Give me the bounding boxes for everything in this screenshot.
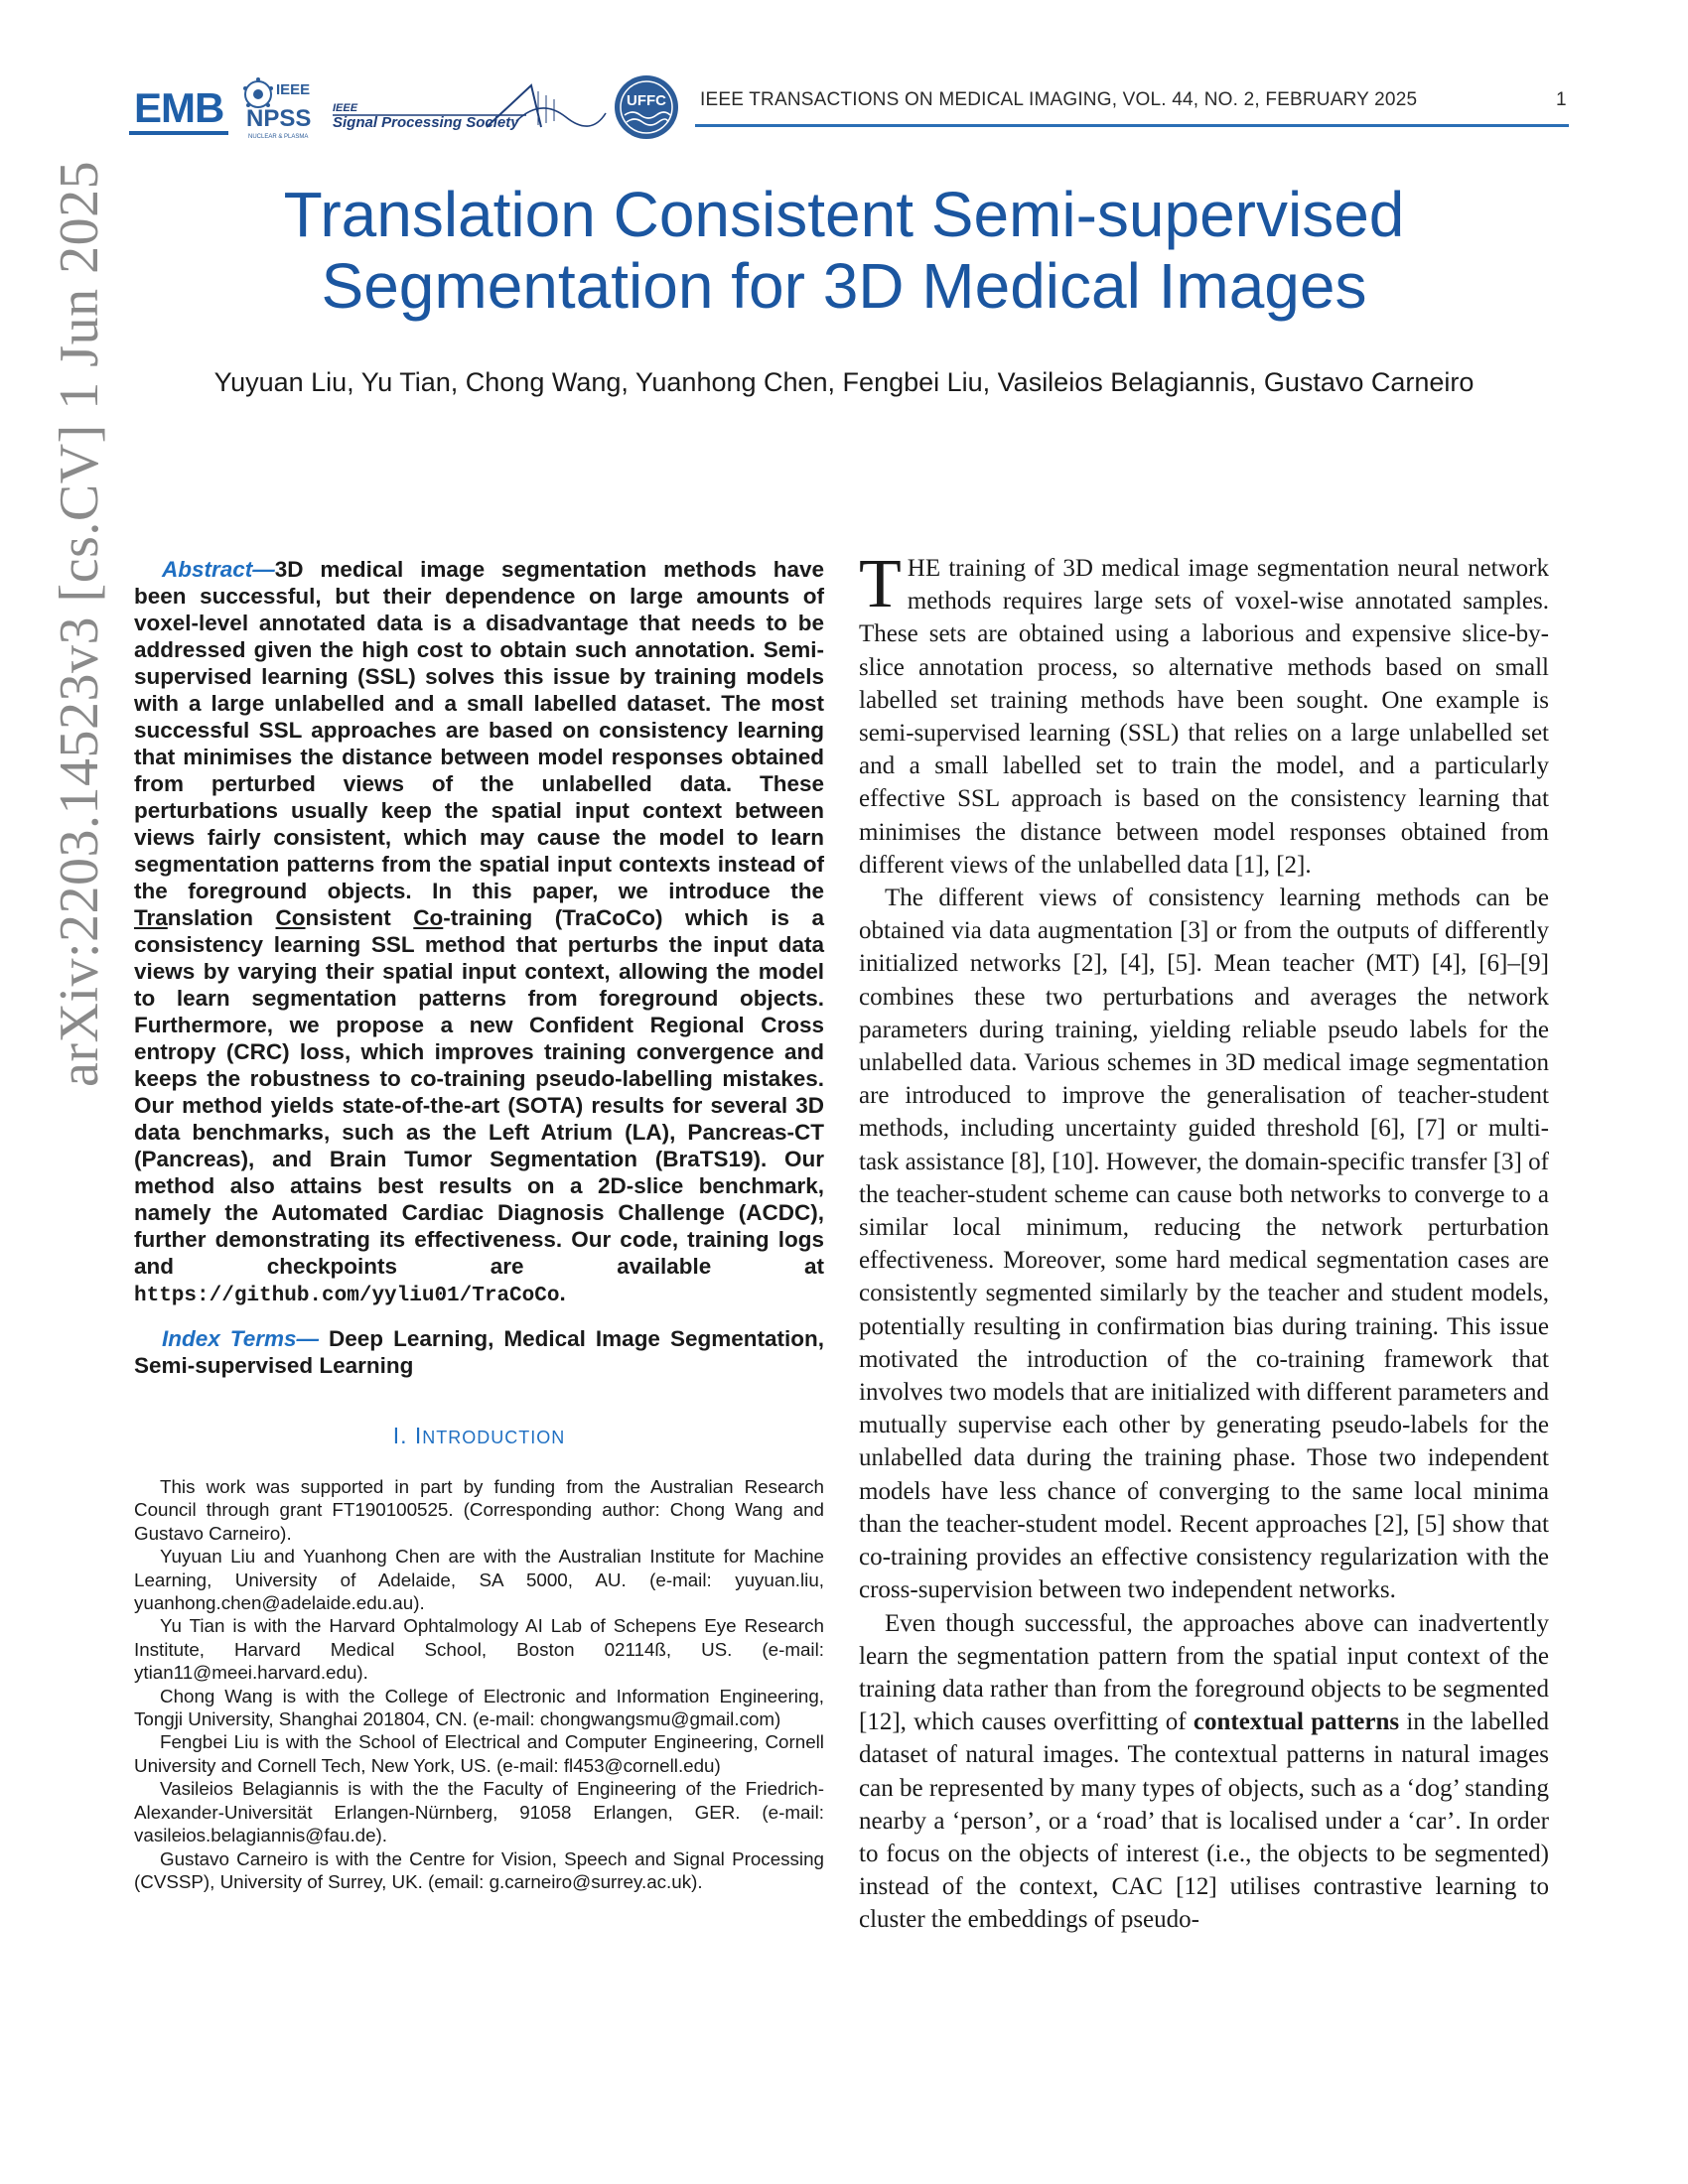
journal-header	[129, 69, 1569, 139]
paper-title	[99, 179, 1589, 322]
intro-paragraph-1-text: HE training of 3D medical image segmentation neural network methods requires large sets of voxel-wise annotated samples. These sets are obtained using a laborious and expensive slice-by-slice annotation process, so alternative methods based on small labelled set training methods have been sought. One example is semi-supervised learning (SSL) that relies on a large unlabelled set and a small labelled set to train the model, and a particularly effective SSL approach is based on the consistency learning that minimises the distance between model responses obtained from different views of the unlabelled data [1], [2].	[859, 555, 1549, 879]
header-rule	[695, 124, 1569, 127]
intro-paragraph-2: The different views of consistency learning methods can be obtained via data augmentation [3] or from the outputs of differently initialized networks [2], [4], [5]. Mean teacher (MT) [4], [6]–[9] combines these two perturbations and averages the network parameters during training, yielding reliable pseudo labels for the unlabelled data. Various schemes in 3D medical image segmentation are introduced to improve the generalisation of teacher-student methods, including uncertainty guided threshold [6], [7] or multi-task assistance [8], [10]. However, the domain-specific transfer [3] of the teacher-student scheme can cause both networks to converge to a similar local minimum, reducing the network perturbation effectiveness. Moreover, some hard medical segmentation cases are consistently segmented similarly by the teacher and student models, potentially resulting in confirmation bias during training. This issue motivated the introduction of the co-training framework that involves two models that are initialized with different parameters and mutually supervise each other by generating pseudo-labels for the unlabelled data during the training phase. Those two independent models have less chance of converging to the same local minima than the teacher-student model. Recent approaches [2], [5] show that co-training provides an effective consistency regularization with the cross-supervision between two independent networks.	[859, 885, 1549, 1604]
index-terms-label: Index Terms—	[162, 1326, 319, 1351]
footnote-affiliation: Vasileios Belagiannis is with the the Faculty of Engineering of the Friedrich-Alexander-Universität Erlangen-Nürnberg, 91058 Erlangen, GER. (e-mail: vasileios.belagiannis@fau.de).	[134, 1778, 824, 1846]
abstract-acronym-co1: Co	[275, 905, 306, 930]
code-repository-link[interactable]: https://github.com/yyliu01/TraCoCo	[134, 1285, 560, 1307]
svg-text:Signal Processing Society: Signal Processing Society	[333, 114, 519, 131]
drop-cap: T	[859, 546, 902, 622]
npss-logo	[238, 74, 333, 144]
footnote-affiliation: Fengbei Liu is with the School of Electrical and Computer Engineering, Cornell University and Cornell Tech, New York, US. (e-mail: fl453@cornell.edu)	[134, 1731, 824, 1776]
emb-logo	[134, 84, 223, 132]
author-list: Yuyuan Liu, Yu Tian, Chong Wang, Yuanhong Chen, Fengbei Liu, Vasileios Belagiannis, Gustavo Carneiro	[213, 367, 1475, 397]
left-column	[134, 556, 824, 1893]
abstract-label: Abstract—	[162, 557, 275, 582]
intro-paragraph-3	[859, 1607, 1549, 1937]
footnote-affiliation: Gustavo Carneiro is with the Centre for Vision, Speech and Signal Processing (CVSSP), University of Surrey, UK. (email: g.carneiro@surrey.ac.uk).	[134, 1847, 824, 1892]
section-heading-introduction	[134, 1423, 824, 1449]
footnote-affiliation: Chong Wang is with the College of Electronic and Information Engineering, Tongji University, Shanghai 201804, CN. (e-mail: chongwangsmu@gmail.com)	[134, 1685, 824, 1730]
intro-paragraph-3-emphasis: contextual patterns	[1193, 1708, 1400, 1736]
intro-paragraph-3-text-a: Even though successful, the approaches above can inadvertently learn the segmentation pattern from the spatial input context of the training data rather than from the foreground objects to be segmented [12], which causes overfitting of	[859, 1609, 1549, 1736]
abstract-text-2: -training (TraCoCo) which is a consistency learning SSL method that perturbs the input data views by varying their spatial input context, allowing the model to learn segmentation patterns from foreground objects. Furthermore, we propose a new Confident Regional Cross entropy (CRC) loss, which improves training convergence and keeps the robustness to co-training pseudo-labelling mistakes. Our method yields state-of-the-art (SOTA) results for several 3D data benchmarks, such as the Left Atrium (LA), Pancreas-CT (Pancreas), and Brain Tumor Segmentation (BraTS19). Our method also attains best results on a 2D-slice benchmark, namely the Automated Cardiac Diagnosis Challenge (ACDC), further demonstrating its effectiveness. Our code, training logs and checkpoints are available at	[134, 905, 824, 1279]
right-column-introduction	[859, 546, 1549, 1937]
arxiv-identifier-stamp: arXiv:2203.14523v3 [cs.CV] 1 Jun 2025	[49, 160, 110, 1087]
abstract-end: .	[559, 1281, 566, 1305]
section-number: I.	[392, 1423, 415, 1448]
emb-logo-underline	[129, 131, 228, 135]
footnote-affiliation: Yuyuan Liu and Yuanhong Chen are with the Australian Institute for Machine Learning, University of Adelaide, SA 5000, AU. (e-mail: yuyuan.liu, yuanhong.chen@adelaide.edu.au).	[134, 1546, 824, 1614]
intro-paragraph-3-text-b: in the labelled dataset of natural images. The contextual patterns in natural images can be represented by many types of objects, such as a ‘dog’ standing nearby a ‘person’, or a ‘road’ that is localised under a ‘car’. In order to focus on the objects of interest (i.e., the objects to be segmented) instead of the context, CAC [12] utilises contrastive learning to cluster the embeddings of pseudo-	[859, 1708, 1549, 1934]
abstract-text-1: 3D medical image segmentation methods have been successful, but their dependence on large amounts of voxel-level annotated data is a disadvantage that needs to be addressed given the high cost to obtain such annotation. Semi-supervised learning (SSL) solves this issue by training models with a large unlabelled and a small labelled dataset. The most successful SSL approaches are based on consistency learning that minimises the distance between model responses obtained from perturbed views of the unlabelled data. These perturbations usually keep the spatial input context between views fairly consistent, which may cause the model to learn segmentation patterns from the spatial input contexts instead of the foreground objects. In this paper, we introduce the	[134, 557, 824, 903]
svg-text:NUCLEAR & PLASMA: NUCLEAR & PLASMA	[248, 134, 309, 140]
uffc-logo	[611, 71, 682, 143]
footnote-affiliation: Yu Tian is with the Harvard Ophtalmology AI Lab of Schepens Eye Research Institute, Harvard Medical School, Boston 02114ß, US. (e-mail: ytian11@meei.harvard.edu).	[134, 1615, 824, 1684]
section-title-rest: NTRODUCTION	[422, 1428, 566, 1447]
abstract-acronym-ns2: nsistent	[305, 905, 414, 930]
abstract-acronym-co2: Co	[413, 905, 444, 930]
section-title-initial: I	[414, 1423, 423, 1448]
svg-text:IEEE: IEEE	[276, 81, 311, 98]
index-terms	[134, 1325, 824, 1379]
svg-text:NPSS: NPSS	[246, 105, 312, 132]
paper-title-line-1: Translation Consistent Semi-supervised	[283, 179, 1405, 250]
author-affiliation-footnotes	[134, 1475, 824, 1893]
abstract	[134, 556, 824, 1309]
paper-title-line-2: Segmentation for 3D Medical Images	[321, 250, 1367, 322]
running-head: IEEE TRANSACTIONS ON MEDICAL IMAGING, VOL. 44, NO. 2, FEBRUARY 2025	[700, 89, 1418, 110]
abstract-acronym-tra: Tra	[134, 905, 168, 930]
abstract-acronym-ns: nslation	[167, 905, 276, 930]
footnote-funding: This work was supported in part by funding from the Australian Research Council through grant FT190100525. (Corresponding author: Chong Wang and Gustavo Carneiro).	[134, 1476, 824, 1544]
emb-logo-text: EMB	[134, 84, 224, 131]
sps-logo	[328, 77, 616, 139]
svg-text:UFFC: UFFC	[627, 92, 666, 109]
index-terms-text: Deep Learning, Medical Image Segmentation, Semi-supervised Learning	[134, 1326, 824, 1378]
intro-paragraph-1	[859, 546, 1549, 882]
svg-text:IEEE: IEEE	[333, 102, 358, 114]
page-number: 1	[1556, 89, 1567, 110]
